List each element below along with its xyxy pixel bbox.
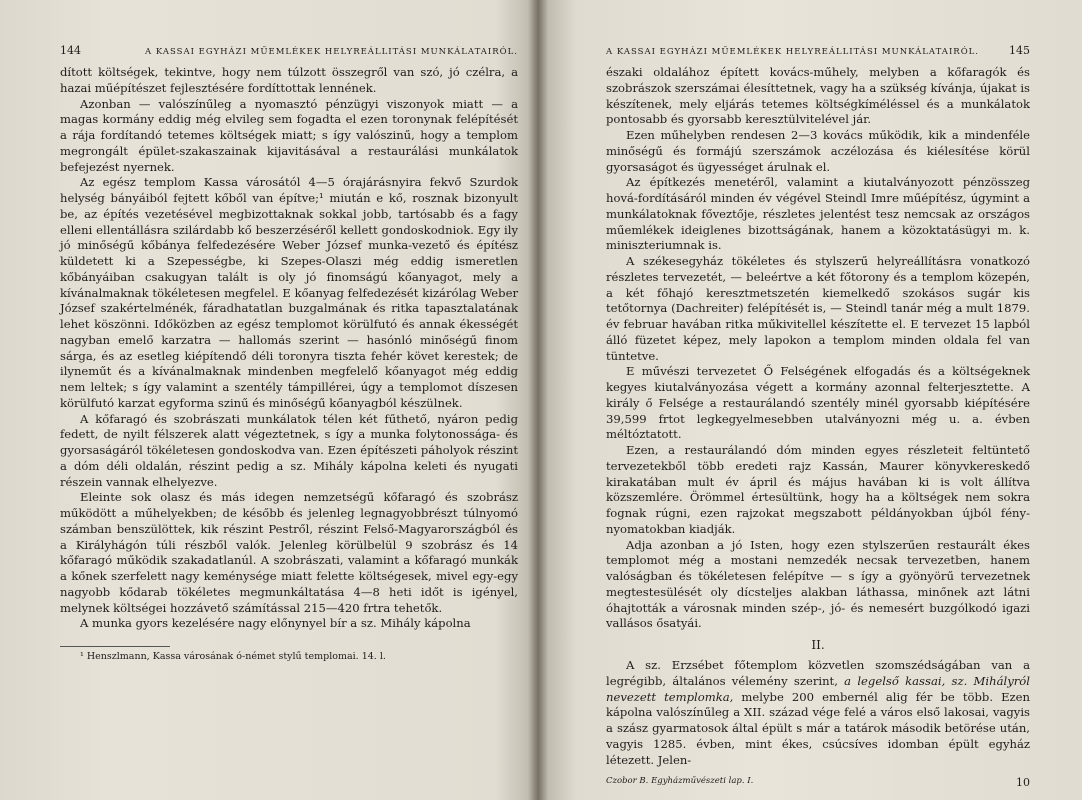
right-paragraph: északi oldalához épített kovács-műhely, melyben a kőfaragók és szobrászok szerszámai élesíttetnek, vagy ha a szükség kívánja, újakat is készítenek, mely eljárás tetemes költségkíméléssel és a munkálatok pontosabb és gyorsabb keresztülvitelével jár. [606,65,1030,127]
right-page-number: 145 [1009,44,1030,57]
left-footnote: ¹ Henszlmann, Kassa városának ó-német stylű templomai. 14. l. [80,651,386,662]
left-page-number: 144 [60,44,81,57]
right-paragraph: Ezen műhelyben rendesen 2—3 kovács működik, kik a mindenféle minőségű és formájú szerszámok aczélozása és kiélesítése körül gyorsaságot és ügyességet árulnak el. [606,128,1030,174]
right-paragraph: A székesegyház tökéletes és stylszerű helyreállításra vonatkozó részletes tervezetét, — beleértve a két főtorony és a templom közepén, a két főhajó keresztmetszetén kiemelkedő szokásos sugár kis tetőtornya (Dachreiter) felépítését is, — Steindl tanár még a mult 1879. év februar havában ritka műkivitellel készítette el. E tervezet 15 lapból álló füzetet képez, mely lapokon a templom minden oldala fel van tüntetve. [606,254,1030,363]
left-paragraph: Az egész templom Kassa városától 4—5 órajárásnyira fekvő Szurdok helység bányáiból fejtett kőből van építve;¹ miután e kő, rosznak bizonyult be, az építés vezetésével megbizottaknak sokkal jobb, tartósabb és a fagy elleni ellentállásra szilárdabb kő beszerzéséről kellett gondoskodniok. Egy ily jó minőségű kőbánya felfedezésére Weber József munka-vezető és építész küldetett ki a Szepességbe, ki Szepes-Olaszi még eddig ismeretlen kőbányáiban csakugyan talált is oly jó finomságú kőanyagot, mely a kívánalmaknak tökéletesen megfelel. E kőanyag felfedezését kizárólag Weber József szakértelménék, fáradhatatlan buzgalmának és ritka tapasztalatának lehet köszönni. Időközben az egész templomot körülfutó és annak ékességét nagyban emelő karzatra — hallomás szerint — hasónló minőségű finom sárga, és az esetleg kiépítendő déli toronyra tiszta fehér követ kerestek; de ilyneműt és a kívánalmaknak mindenben megfelelő kőanyagot még eddig nem leltek; s így valamint a szentély támpillérei, úgy a templomot díszesen körülfutó karzat egyforma szinű és minőségű kőanyagból készülnek. [60,175,518,410]
right-page-body [606,65,1030,768]
right-paragraph: Az építkezés menetéről, valamint a kiutalványozott pénzösszeg hová-fordításáról minden év végével Steindl Imre műépítész, úgymint a munkálatoknak főveztője, részletes jelentést tesz nemcsak az országos műemlékek ideiglenes bizottságának, hanem a közoktatásügyi m. k. miniszteriumnak is. [606,175,1030,253]
right-paragraph: Adja azonban a jó Isten, hogy ezen stylszerűen restaurált ékes templomot még a mostani nemzedék necsak tervezetben, hanem valóságban és tökéletesen felépítve — s így a gyönyörű tervezetnek megtestesülését oly dícsteljes alakban láthassa, minőnek azt látni óhajtották a városnak minden szép-, jó- és nemesért buzgólkodó igazi vallásos ősatyái. [606,537,1030,631]
signature-text: Czobor B. Egyházművészeti lap. I. [606,776,754,787]
footnote-rule [60,646,170,647]
right-running-head: A KASSAI EGYHÁZI MŰEMLÉKEK HELYREÁLLITÁSI MUNKÁLATAIRÓL. [606,47,980,57]
right-page [538,0,1082,800]
signature-mark: 10 [1016,776,1030,790]
left-paragraph: A munka gyors kezelésére nagy előnynyel bír a sz. Mihály kápolna [80,616,471,631]
left-paragraph: Azonban — valószínűleg a nyomasztó pénzügyi viszonyok miatt — a magas kormány eddig még elvileg sem fogadta el ezen toronynak felépítését a rája fordítandó tetemes költségek miatt; s így valószinű, hogy a templom megrongált épület-szakaszainak kijavitásával a restaurálási munkálatok befejezést nyernek. [60,96,518,174]
right-paragraph: E művészi tervezetet Ő Felségének elfogadás és a költségeknek kegyes kiutalványozása végett a kormány azonnal felterjesztette. A király ő Felsége a restaurálandó szentély minél gyorsabb kiépítésére 39,599 frtot legkegyelmesebben utalványozni még u. a. évben méltóztatott. [606,364,1030,442]
left-paragraph: Eleinte sok olasz és más idegen nemzetségű kőfaragó és szobrász működött a műhelyekben; de később és jelenleg legnagyobbrészt túlnyomó számban benszülöttek, kik részint Pestről, részint Felső-Magyarországból és a Királyhágón túli részből valók. Jelenleg körülbelül 9 szobrász és 14 kőfaragó működik szakadatlanúl. A szobrászati, valamint a kőfaragó munkák a kőnek szerfelett nagy keménysége miatt felette költségesek, mivel egy-egy nagyobb kődarab tökéletes megmunkáltatása 4—8 heti időt is igényel, melynek költségei hozzávető számítással 215—420 frtra tehetők. [60,490,518,615]
book-gutter [528,0,548,800]
left-page-body [60,65,518,632]
right-paragraph-section-two [606,658,1030,768]
left-running-head: A KASSAI EGYHÁZI MŰEMLÉKEK HELYREÁLLITÁSI MUNKÁLATAIRÓL. [144,47,518,57]
paragraph-text: A sz. Erzsébet főtemplom közvetlen szomszédságában van a legrégibb, általános vélemény szerint, [606,658,1030,688]
italic-phrase: a legelső kassai, sz. Mihályról nevezett templomka, [606,673,1030,704]
right-paragraph: Ezen, a restaurálandó dóm minden egyes részleteit feltüntető tervezetekből több eredeti rajz Kassán, Maurer könyvkereskedő kirakatában mult év ápril és május havában ki is volt állítva közszemlére. Örömmel értesültünk, hogy ha a költségek nem sokra fognak rúgni, ezen rajzokat megszabott példányokban újból fény-nyomatokban kiadják. [606,443,1030,536]
left-paragraph: dított költségek, tekintve, hogy nem túlzott összegről van szó, jó czélra, a hazai műépítészet fejlesztésére fordíttottak lennének. [60,65,518,95]
printer-signature [606,776,1030,789]
section-heading: II. [811,638,825,652]
left-page [0,0,538,800]
right-page-header [606,44,1030,57]
left-paragraph: A kőfaragó és szobrászati munkálatok télen két fűthető, nyáron pedig fedett, de nyilt félszerek alatt végeztetnek, s így a munka folytonossága- és gyorsaságáról tökéletesen gondoskodva van. Ezen építészeti páholyok részint a dóm déli oldalán, részint pedig a sz. Mihály kápolna keleti és nyugati részein vannak elhelyezve. [60,411,518,489]
paragraph-text: melybe 200 embernél alig fér be több. Ezen kápolna valószínűleg a XII. század vége felé a város első lakosai, vagyis a szász gyarmatosok által épült s már a tatárok második betörése után, vagyis 1285. évben, mint ékes, csúcsíves idomban épült egyház létezett. Jelen- [606,689,1030,767]
left-page-header [60,44,518,57]
